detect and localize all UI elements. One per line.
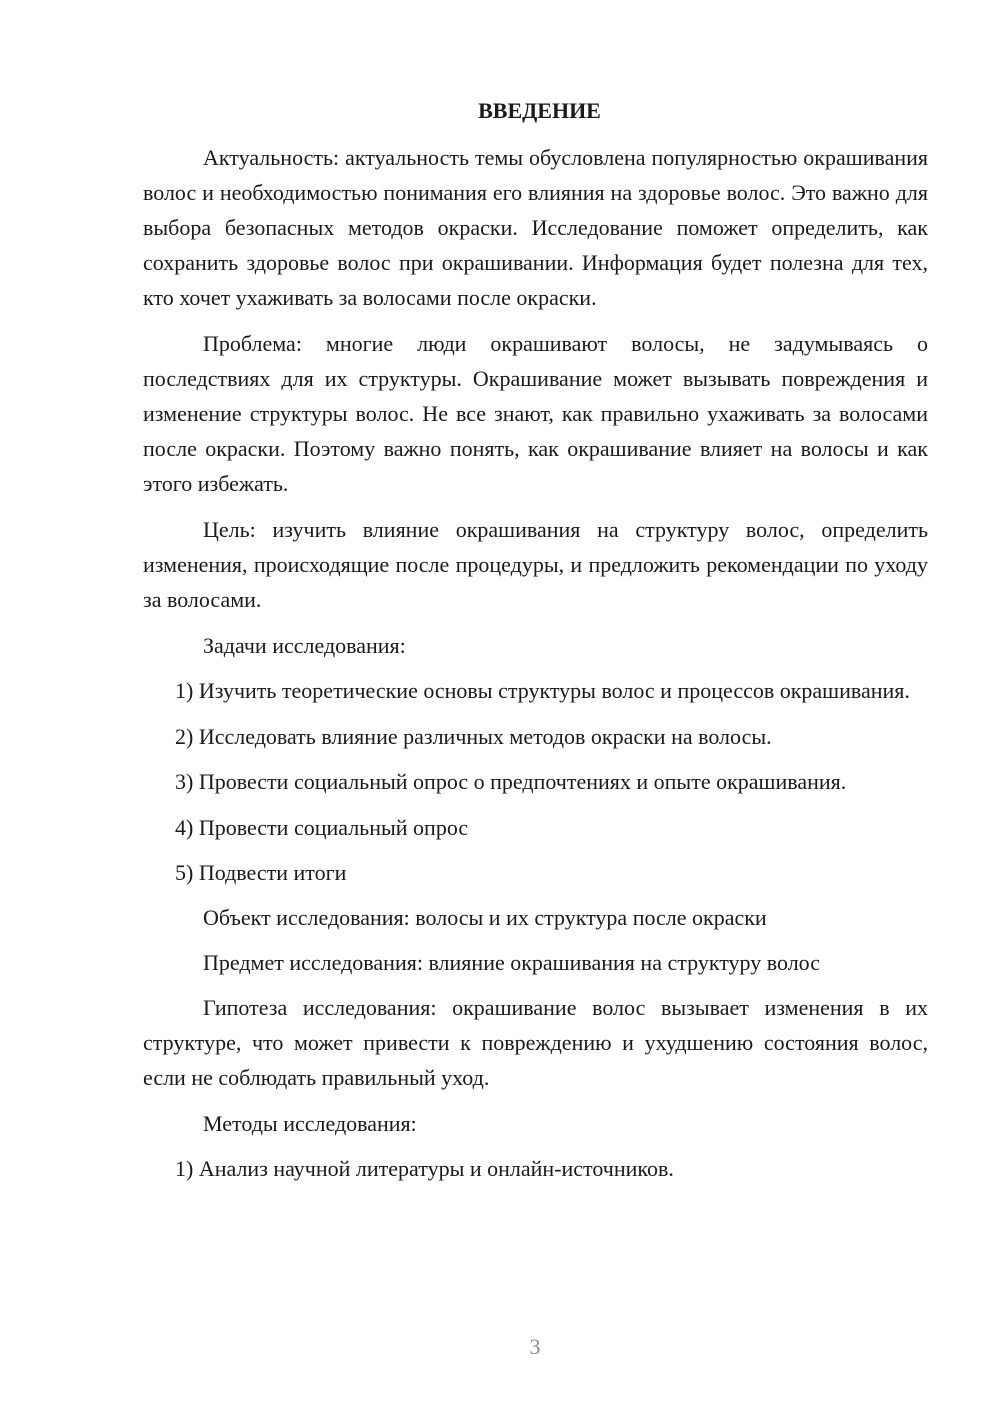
page-number: 3 [529, 1334, 541, 1359]
goal-paragraph: Цель: изучить влияние окрашивания на структуру волос, определить изменения, происходящие после процедуры, и предложить рекомендации по уходу за волосами. [143, 517, 928, 612]
task-item: 4) Провести социальный опрос [175, 815, 469, 840]
task-item: 3) Провести социальный опрос о предпочтениях и опыте окрашивания. [175, 769, 847, 794]
page-title: ВВЕДЕНИЕ [478, 98, 601, 123]
task-item: 2) Исследовать влияние различных методов окраски на волосы. [175, 724, 772, 749]
object-paragraph: Объект исследования: волосы и их структура после окраски [203, 905, 767, 930]
task-item: 5) Подвести итоги [175, 860, 347, 885]
task-item: 1) Изучить теоретические основы структуры волос и процессов окрашивания. [175, 678, 910, 703]
methods-heading: Методы исследования: [203, 1111, 417, 1136]
method-item: 1) Анализ научной литературы и онлайн-источников. [175, 1156, 674, 1181]
problem-paragraph: Проблема: многие люди окрашивают волосы, не задумываясь о последствиях для их структуры. Окрашивание может вызывать повреждения и изменение структуры волос. Не все знают, как правильно ухаживать за волосами после окраски. Поэтому важно понять, как окрашивание влияет на волосы и как этого избежать. [143, 331, 928, 496]
hypothesis-paragraph: Гипотеза исследования: окрашивание волос вызывает изменения в их структуре, что может привести к повреждению и ухудшению состояния волос, если не соблюдать правильный уход. [143, 995, 928, 1090]
tasks-heading: Задачи исследования: [203, 633, 406, 658]
document-page [143, 96, 928, 1196]
subject-paragraph: Предмет исследования: влияние окрашивания на структуру волос [203, 950, 820, 975]
relevance-paragraph: Актуальность: актуальность темы обусловлена популярностью окрашивания волос и необходимостью понимания его влияния на здоровье волос. Это важно для выбора безопасных методов окраски. Исследование поможет определить, как сохранить здоровье волос при окрашивании. Информация будет полезна для тех, кто хочет ухаживать за волосами после окраски. [143, 145, 928, 310]
